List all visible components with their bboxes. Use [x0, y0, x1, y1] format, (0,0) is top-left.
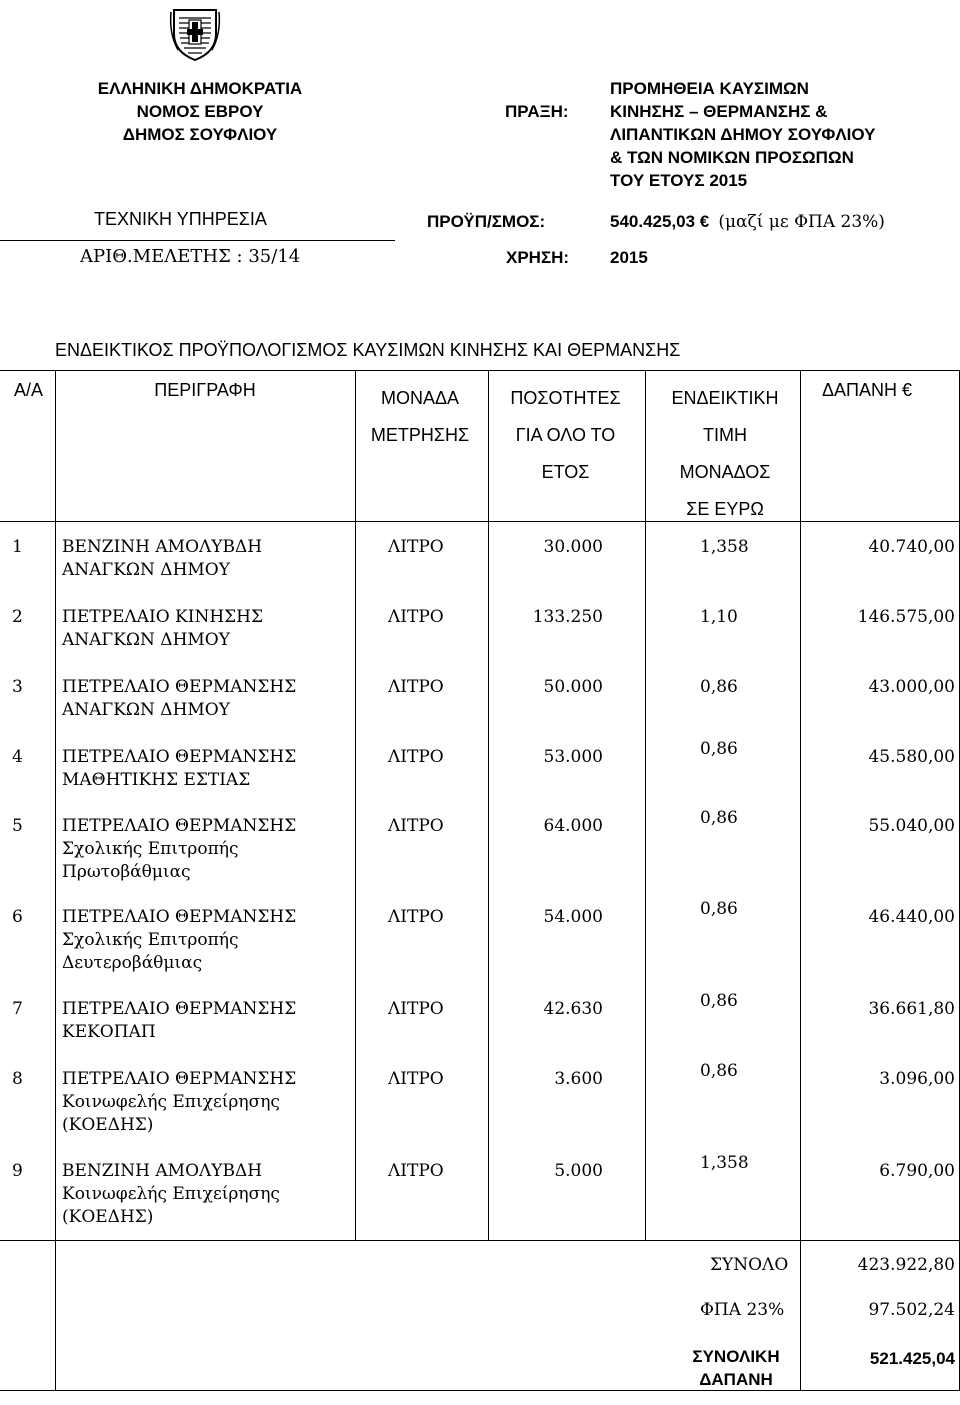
row-description: [62, 676, 296, 722]
row-cost: 45.580,00: [868, 747, 955, 767]
row-unit-price: 0,86: [700, 808, 738, 828]
table-header-border: [0, 521, 960, 522]
praxi-line: & ΤΩΝ ΝΟΜΙΚΩΝ ΠΡΟΣΩΠΩΝ: [610, 148, 854, 167]
col-header-unit-line: ΜΟΝΑΔΑ: [380, 388, 460, 408]
municipality-line: ΔΗΜΟΣ ΣΟΥΦΛΙΟΥ: [122, 125, 278, 144]
row-description-line: Κοινωφελής Επιχείρησης: [62, 1092, 280, 1112]
grid-col-divider: [55, 370, 56, 1391]
row-quantity: 54.000: [543, 907, 603, 927]
row-quantity: 30.000: [543, 537, 603, 557]
row-quantity: 50.000: [543, 677, 603, 697]
praxi-line: ΛΙΠΑΝΤΙΚΩΝ ΔΗΜΟΥ ΣΟΥΦΛΙΟΥ: [610, 125, 876, 144]
row-description-line: ΑΝΑΓΚΩΝ ΔΗΜΟΥ: [62, 700, 230, 720]
row-index: 7: [12, 999, 23, 1019]
row-index: 4: [12, 747, 23, 767]
row-quantity: 3.600: [554, 1069, 603, 1089]
table-bottom-border: [0, 1390, 960, 1391]
col-header-price-line: ΜΟΝΑΔΟΣ: [679, 462, 771, 482]
header-divider: [0, 240, 395, 241]
row-description-line: Πρωτοβάθμιας: [62, 862, 191, 882]
grid-col-divider: [800, 370, 801, 1391]
row-index: 2: [12, 607, 23, 627]
header-left: [55, 77, 345, 146]
row-description-line: ΠΕΤΡΕΛΑΙΟ ΘΕΡΜΑΝΣΗΣ: [62, 907, 297, 927]
row-cost: 43.000,00: [868, 677, 955, 697]
row-unit: ΛΙΤΡΟ: [388, 607, 444, 627]
total-label: ΣΥΝΟΛΟ: [710, 1255, 789, 1275]
col-header-qty-line: ΠΟΣΟΤΗΤΕΣ: [510, 388, 621, 408]
row-description-line: ΒΕΝΖΙΝΗ ΑΜΟΛΥΒΔΗ: [62, 1161, 263, 1181]
col-header-desc: ΠΕΡΙΓΡΑΦΗ: [154, 380, 256, 400]
col-header-price-line: ΣΕ ΕΥΡΩ: [686, 499, 764, 519]
budget-value: 540.425,03 €: [610, 212, 710, 231]
praxi-label: ΠΡΑΞΗ:: [505, 102, 569, 121]
row-index: 8: [12, 1069, 23, 1089]
row-description-line: (ΚΟΕΔΗΣ): [62, 1115, 154, 1135]
row-description-line: ΒΕΝΖΙΝΗ ΑΜΟΛΥΒΔΗ: [62, 537, 263, 557]
row-unit: ΛΙΤΡΟ: [388, 747, 444, 767]
grid-col-divider: [645, 370, 646, 1240]
col-header-qty: [488, 380, 643, 491]
row-cost: 3.096,00: [879, 1069, 955, 1089]
row-description-line: Δευτεροβάθμιας: [62, 953, 203, 973]
col-header-qty-line: ΓΙΑ ΟΛΟ ΤΟ: [515, 425, 616, 445]
row-description: [62, 536, 262, 582]
praxi-line: ΤΟΥ ΕΤΟΥΣ 2015: [610, 171, 748, 190]
row-description: [62, 1160, 280, 1229]
row-unit-price: 0,86: [700, 1061, 738, 1081]
row-unit: ΛΙΤΡΟ: [388, 1161, 444, 1181]
row-index: 5: [12, 816, 23, 836]
technical-service: ΤΕΧΝΙΚΗ ΥΠΗΡΕΣΙΑ: [94, 209, 267, 229]
row-description-line: Σχολικής Επιτροπής: [62, 930, 239, 950]
row-description: [62, 606, 263, 652]
row-description: [62, 1068, 296, 1137]
page-title: ΕΝΔΕΙΚΤΙΚΟΣ ΠΡΟΫΠΟΛΟΓΙΣΜΟΣ ΚΑΥΣΙΜΩΝ ΚΙΝΗΣΗΣ ΚΑΙ ΘΕΡΜΑΝΣΗΣ: [55, 340, 681, 360]
table-top-border: [0, 370, 960, 371]
study-number: ΑΡΙΘ.ΜΕΛΕΤΗΣ : 35/14: [80, 246, 301, 267]
row-unit: ΛΙΤΡΟ: [388, 677, 444, 697]
col-header-unit: [355, 380, 485, 454]
row-unit: ΛΙΤΡΟ: [388, 907, 444, 927]
year-label: ΧΡΗΣΗ:: [506, 248, 570, 267]
row-unit: ΛΙΤΡΟ: [388, 1069, 444, 1089]
row-quantity: 64.000: [543, 816, 603, 836]
coat-of-arms-emblem: [168, 4, 222, 64]
budget-note: (μαζί με ΦΠΑ 23%): [718, 212, 885, 232]
grid-col-divider: [488, 370, 489, 1240]
row-unit-price: 0,86: [700, 677, 738, 697]
col-header-price-line: ΤΙΜΗ: [703, 425, 747, 445]
country-line: ΕΛΛΗΝΙΚΗ ΔΗΜΟΚΡΑΤΙΑ: [97, 79, 303, 98]
row-index: 3: [12, 677, 23, 697]
row-description: [62, 815, 296, 884]
row-description: [62, 906, 296, 975]
row-description-line: ΠΕΤΡΕΛΑΙΟ ΘΕΡΜΑΝΣΗΣ: [62, 816, 297, 836]
col-header-qty-line: ΕΤΟΣ: [541, 462, 590, 482]
row-unit-price: 0,86: [700, 991, 738, 1011]
row-index: 1: [12, 537, 23, 557]
col-header-price-line: ΕΝΔΕΙΚΤΙΚΗ: [671, 388, 779, 408]
row-description-line: ΠΕΤΡΕΛΑΙΟ ΘΕΡΜΑΝΣΗΣ: [62, 747, 297, 767]
row-description-line: (ΚΟΕΔΗΣ): [62, 1207, 154, 1227]
row-cost: 55.040,00: [868, 816, 955, 836]
budget-label: ΠΡΟΫΠ/ΣΜΟΣ:: [427, 212, 546, 231]
row-cost: 40.740,00: [868, 537, 955, 557]
table-rows-bottom-border: [0, 1240, 960, 1241]
row-unit-price: 0,86: [700, 899, 738, 919]
row-description: [62, 998, 296, 1044]
praxi-value: [610, 77, 876, 192]
row-cost: 46.440,00: [868, 907, 955, 927]
col-header-price: [650, 380, 800, 528]
row-description: [62, 746, 296, 792]
vat-label: ΦΠΑ 23%: [700, 1300, 785, 1320]
row-index: 6: [12, 907, 23, 927]
row-cost: 6.790,00: [879, 1161, 955, 1181]
praxi-line: ΚΙΝΗΣΗΣ – ΘΕΡΜΑΝΣΗΣ &: [610, 102, 828, 121]
row-description-line: ΠΕΤΡΕΛΑΙΟ ΘΕΡΜΑΝΣΗΣ: [62, 677, 297, 697]
row-description-line: ΑΝΑΓΚΩΝ ΔΗΜΟΥ: [62, 560, 230, 580]
row-unit-price: 1,10: [700, 607, 738, 627]
row-description-line: Σχολικής Επιτροπής: [62, 839, 239, 859]
row-unit: ΛΙΤΡΟ: [388, 816, 444, 836]
row-quantity: 42.630: [543, 999, 603, 1019]
row-unit-price: 1,358: [700, 537, 749, 557]
total-value: 423.922,80: [857, 1255, 955, 1275]
budget-block: [610, 210, 885, 234]
col-header-aa: Α/Α: [14, 380, 44, 400]
row-description-line: ΜΑΘΗΤΙΚΗΣ ΕΣΤΙΑΣ: [62, 770, 251, 790]
row-quantity: 133.250: [532, 607, 603, 627]
row-description-line: ΠΕΤΡΕΛΑΙΟ ΚΙΝΗΣΗΣ: [62, 607, 264, 627]
year-value: 2015: [610, 248, 648, 267]
grid-col-divider: [355, 370, 356, 1240]
row-quantity: 5.000: [554, 1161, 603, 1181]
row-index: 9: [12, 1161, 23, 1181]
row-unit: ΛΙΤΡΟ: [388, 537, 444, 557]
row-cost: 36.661,80: [868, 999, 955, 1019]
prefecture-line: ΝΟΜΟΣ ΕΒΡΟΥ: [136, 102, 264, 121]
grand-total-label-line: ΣΥΝΟΛΙΚΗ: [692, 1347, 780, 1366]
row-unit: ΛΙΤΡΟ: [388, 999, 444, 1019]
row-cost: 146.575,00: [857, 607, 955, 627]
row-description-line: ΠΕΤΡΕΛΑΙΟ ΘΕΡΜΑΝΣΗΣ: [62, 1069, 297, 1089]
col-header-unit-line: ΜΕΤΡΗΣΗΣ: [370, 425, 470, 445]
row-description-line: ΑΝΑΓΚΩΝ ΔΗΜΟΥ: [62, 630, 230, 650]
col-header-cost: ΔΑΠΑΝΗ €: [822, 380, 913, 400]
row-quantity: 53.000: [543, 747, 603, 767]
row-unit-price: 0,86: [700, 739, 738, 759]
grand-total-value: 521.425,04: [869, 1349, 955, 1368]
vat-value: 97.502,24: [868, 1300, 955, 1320]
row-description-line: ΠΕΤΡΕΛΑΙΟ ΘΕΡΜΑΝΣΗΣ: [62, 999, 297, 1019]
grand-total-label-line: ΔΑΠΑΝΗ: [699, 1370, 773, 1389]
row-description-line: Κοινωφελής Επιχείρησης: [62, 1184, 280, 1204]
praxi-line: ΠΡΟΜΗΘΕΙΑ ΚΑΥΣΙΜΩΝ: [610, 79, 809, 98]
row-unit-price: 1,358: [700, 1153, 749, 1173]
grand-total-label: [672, 1345, 800, 1391]
row-description-line: ΚΕΚΟΠΑΠ: [62, 1022, 156, 1042]
